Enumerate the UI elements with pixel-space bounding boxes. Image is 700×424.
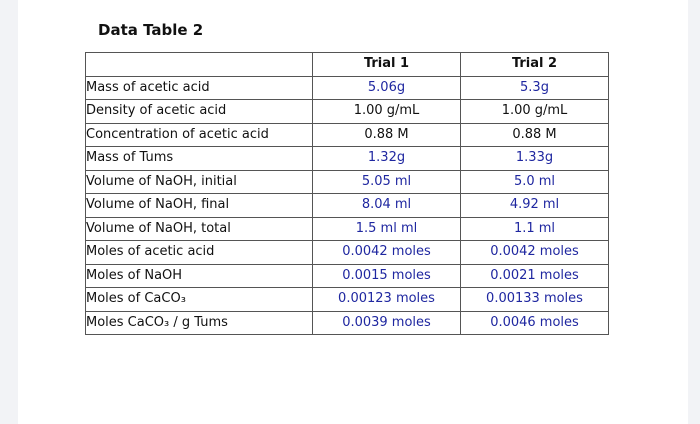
row-label: Mass of acetic acid	[86, 76, 313, 100]
table-row	[86, 217, 609, 241]
row-label: Volume of NaOH, initial	[86, 170, 313, 194]
row-label: Density of acetic acid	[86, 100, 313, 124]
table-row	[86, 241, 609, 265]
table-title: Data Table 2	[98, 21, 204, 39]
header-trial-2: Trial 2	[461, 53, 609, 77]
trial-1-value: 1.32g	[313, 147, 461, 171]
trial-1-value: 0.88 M	[313, 123, 461, 147]
trial-1-value: 5.06g	[313, 76, 461, 100]
trial-2-value: 1.33g	[461, 147, 609, 171]
table-row	[86, 147, 609, 171]
trial-2-value: 1.1 ml	[461, 217, 609, 241]
trial-1-value: 0.0015 moles	[313, 264, 461, 288]
trial-1-value: 1.00 g/mL	[313, 100, 461, 124]
table-row	[86, 311, 609, 335]
table-row	[86, 194, 609, 218]
trial-2-value: 0.88 M	[461, 123, 609, 147]
row-label: Mass of Tums	[86, 147, 313, 171]
trial-1-value: 0.0039 moles	[313, 311, 461, 335]
trial-2-value: 0.0046 moles	[461, 311, 609, 335]
document-page	[18, 0, 688, 424]
header-blank	[86, 53, 313, 77]
table-row	[86, 76, 609, 100]
table-row	[86, 170, 609, 194]
table-row	[86, 123, 609, 147]
trial-2-value: 5.0 ml	[461, 170, 609, 194]
table-header-row	[86, 53, 609, 77]
header-trial-1: Trial 1	[313, 53, 461, 77]
trial-2-value: 5.3g	[461, 76, 609, 100]
trial-2-value: 0.0042 moles	[461, 241, 609, 265]
row-label: Concentration of acetic acid	[86, 123, 313, 147]
row-label: Moles of CaCO₃	[86, 288, 313, 312]
row-label: Moles of acetic acid	[86, 241, 313, 265]
table-row	[86, 288, 609, 312]
table-row	[86, 100, 609, 124]
row-label: Volume of NaOH, total	[86, 217, 313, 241]
trial-2-value: 0.00133 moles	[461, 288, 609, 312]
trial-2-value: 1.00 g/mL	[461, 100, 609, 124]
table-row	[86, 264, 609, 288]
trial-1-value: 1.5 ml ml	[313, 217, 461, 241]
trial-1-value: 5.05 ml	[313, 170, 461, 194]
row-label: Moles of NaOH	[86, 264, 313, 288]
trial-2-value: 4.92 ml	[461, 194, 609, 218]
data-table	[85, 52, 609, 335]
row-label: Moles CaCO₃ / g Tums	[86, 311, 313, 335]
trial-2-value: 0.0021 moles	[461, 264, 609, 288]
trial-1-value: 0.0042 moles	[313, 241, 461, 265]
trial-1-value: 0.00123 moles	[313, 288, 461, 312]
row-label: Volume of NaOH, final	[86, 194, 313, 218]
trial-1-value: 8.04 ml	[313, 194, 461, 218]
